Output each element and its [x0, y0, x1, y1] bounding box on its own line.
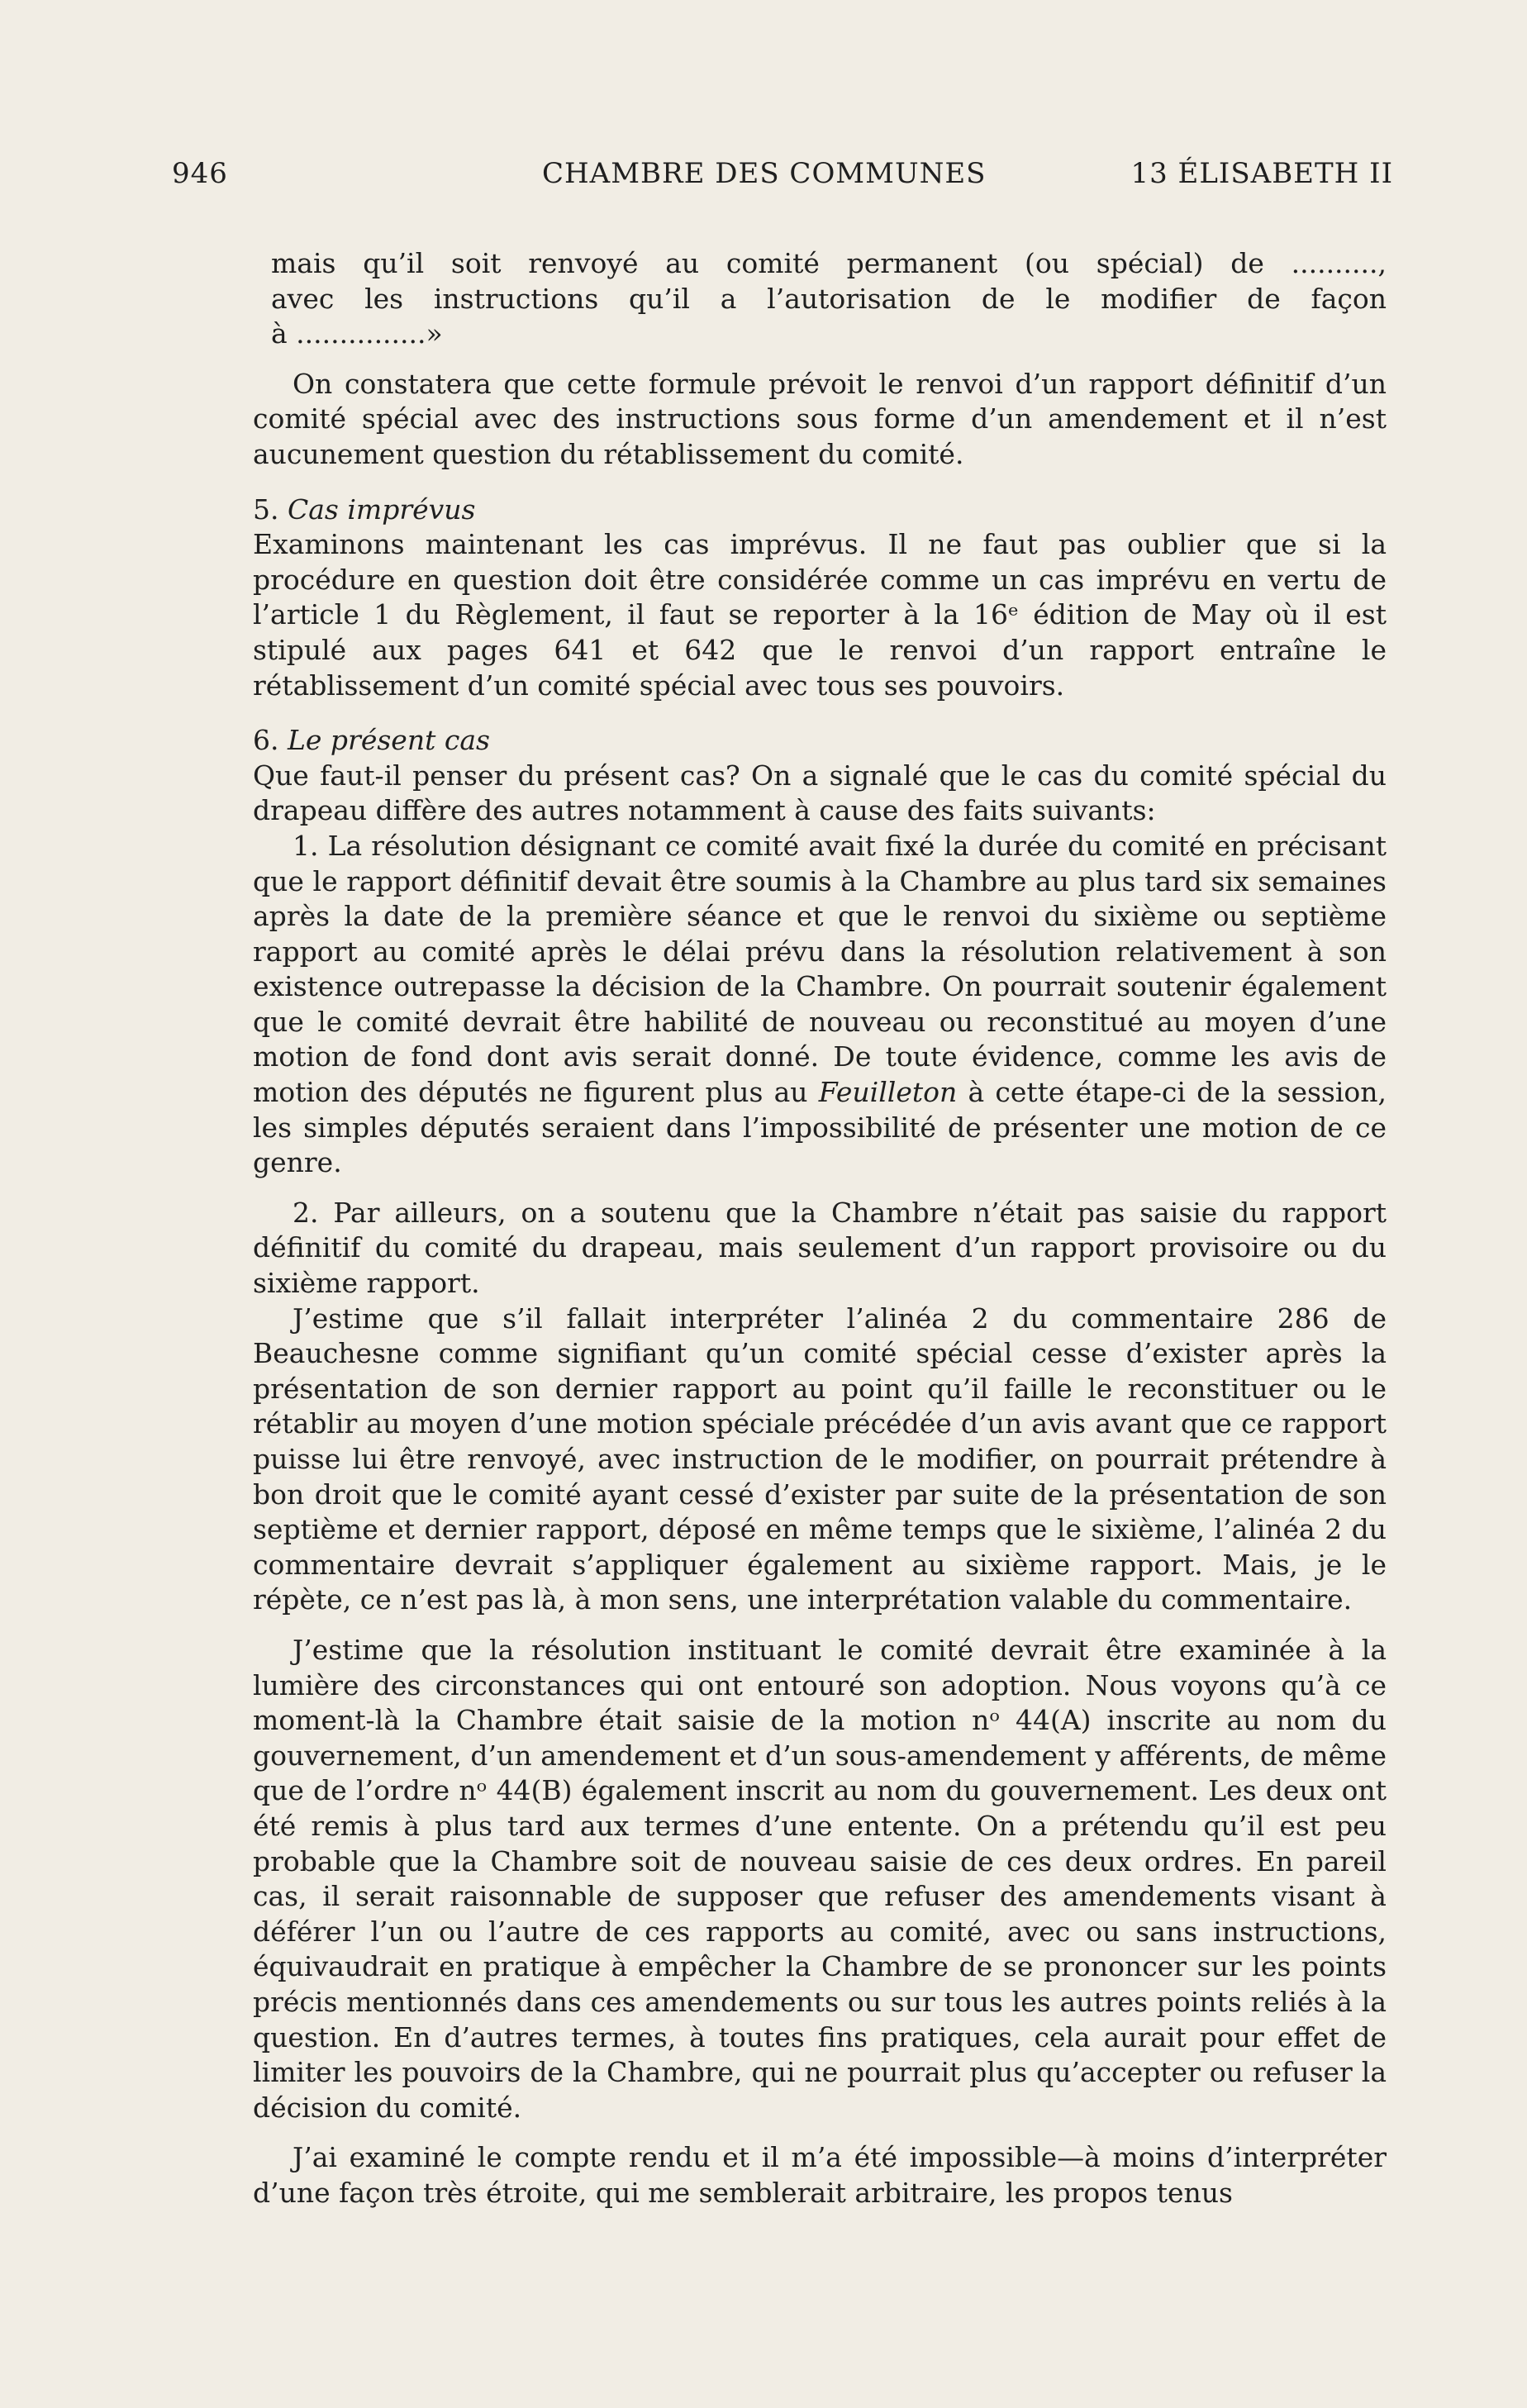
section-6-number: 6.: [253, 724, 279, 757]
regnal-year: 13 ÉLISABETH II: [1130, 157, 1393, 190]
section-6-heading: [253, 723, 1387, 759]
paragraph-estime-1: J’estime que s’il fallait interpréter l’alinéa 2 du commentaire 286 de Beauchesne comme signifiant qu’un comité spécial cesse d’exister après la présentation de son dernier rapport au point qu’il faille le reconstituer ou le rétablir au moyen d’une motion spéciale précédée d’un avis avant que ce rapport puisse lui être renvoyé, avec instruction de le modifier, on pourrait prétendre à bon droit que le comité ayant cessé d’exister par suite de la présentation de son septième et dernier rapport, déposé en même temps que le sixième, l’alinéa 2 du commentaire devrait s’appliquer également au sixième rapport. Mais, je le répète, ce n’est pas là, à mon sens, une interprétation valable du commentaire.: [253, 1302, 1387, 1616]
feuilleton-title: Feuilleton: [818, 1076, 958, 1109]
section-6-intro: Que faut-il penser du présent cas? On a signalé que le cas du comité spécial du drapeau diffère des autres notamment à cause des faits suivants:: [253, 759, 1387, 827]
paragraph-examine: J’ai examiné le compte rendu et il m’a été impossible—à moins d’interpréter d’une façon très étroite, qui me semblerait arbitraire, les propos tenus: [253, 2141, 1387, 2209]
item-1-text-a: 1. La résolution désignant ce comité avait fixé la durée du comité en précisant que le rapport définitif devait être soumis à la Chambre au plus tard six semaines après la date de la première séance et que le renvoi du sixième ou septième rapport au comité après le délai prévu dans la résolution relativement à son existence outrepasse la décision de la Chambre. On pourrait soutenir également que le comité devrait être habilité de nouveau ou reconstitué au moyen d’une motion de fond dont avis serait donné. De toute évidence, comme les avis de motion des députés ne figurent plus au: [253, 829, 1387, 1109]
body-text: [253, 246, 1387, 2211]
running-title: CHAMBRE DES COMMUNES: [542, 157, 987, 190]
paragraph-formule: On constatera que cette formule prévoit le renvoi d’un rapport définitif d’un comité spécial avec des instructions sous forme d’un amendement et il n’est aucunement question du rétablissement du comité.: [253, 367, 1387, 470]
paragraph-estime-2: J’estime que la résolution instituant le comité devrait être examinée à la lumière des circonstances qui ont entouré son adoption. Nous voyons qu’à ce moment-là la Chambre était saisie de la motion nᵒ 44(A) inscrite au nom du gouvernement, d’un amendement et d’un sous-amendement y afférents, de même que de l’ordre nᵒ 44(B) également inscrit au nom du gouvernement. Les deux ont été remis à plus tard aux termes d’une entente. On a prétendu qu’il est peu probable que la Chambre soit de nouveau saisie de ces deux ordres. En pareil cas, il serait raisonnable de supposer que refuser des amendements visant à déférer l’un ou l’autre de ces rapports au comité, avec ou sans instructions, équivaudrait en pratique à empêcher la Chambre de se prononcer sur les points précis mentionnés dans ces amendements ou sur tous les autres points reliés à la question. En d’autres termes, à toutes fins pratiques, cela aurait pour effet de limiter les pouvoirs de la Chambre, qui ne pourrait plus qu’accepter ou refuser la décision du comité.: [253, 1633, 1387, 2124]
section-6-title: Le présent cas: [288, 724, 490, 757]
quote-line-2: avec les instructions qu’il a l’autorisation de le modifier de façon: [271, 282, 1387, 315]
section-6-item-1: [253, 829, 1387, 1181]
section-6-item-2: 2. Par ailleurs, on a soutenu que la Chambre n’était pas saisie du rapport définitif du comité du drapeau, mais seulement d’un rapport provisoire ou du sixième rapport.: [253, 1196, 1387, 1300]
quoted-motion: [253, 246, 1387, 352]
quote-line-3: à ...............»: [271, 317, 443, 350]
page-header: [172, 157, 1393, 198]
quote-line-1: mais qu’il soit renvoyé au comité permanent (ou spécial) de ..........,: [271, 247, 1387, 279]
page-number: 946: [172, 157, 228, 190]
item-1-text-b: à cette étape-ci de la session, les simples députés seraient dans l’impossibilité de présenter une motion de ce genre.: [253, 1076, 1387, 1179]
section-5-title: Cas imprévus: [288, 493, 476, 526]
section-5-text: Examinons maintenant les cas imprévus. Il ne faut pas oublier que si la procédure en question doit être considérée comme un cas imprévu en vertu de l’article 1 du Règlement, il faut se reporter à la 16ᵉ édition de May où il est stipulé aux pages 641 et 642 que le renvoi d’un rapport entraîne le rétablissement d’un comité spécial avec tous ses pouvoirs.: [253, 528, 1387, 702]
section-5-heading: [253, 493, 1387, 528]
section-5-number: 5.: [253, 493, 279, 526]
